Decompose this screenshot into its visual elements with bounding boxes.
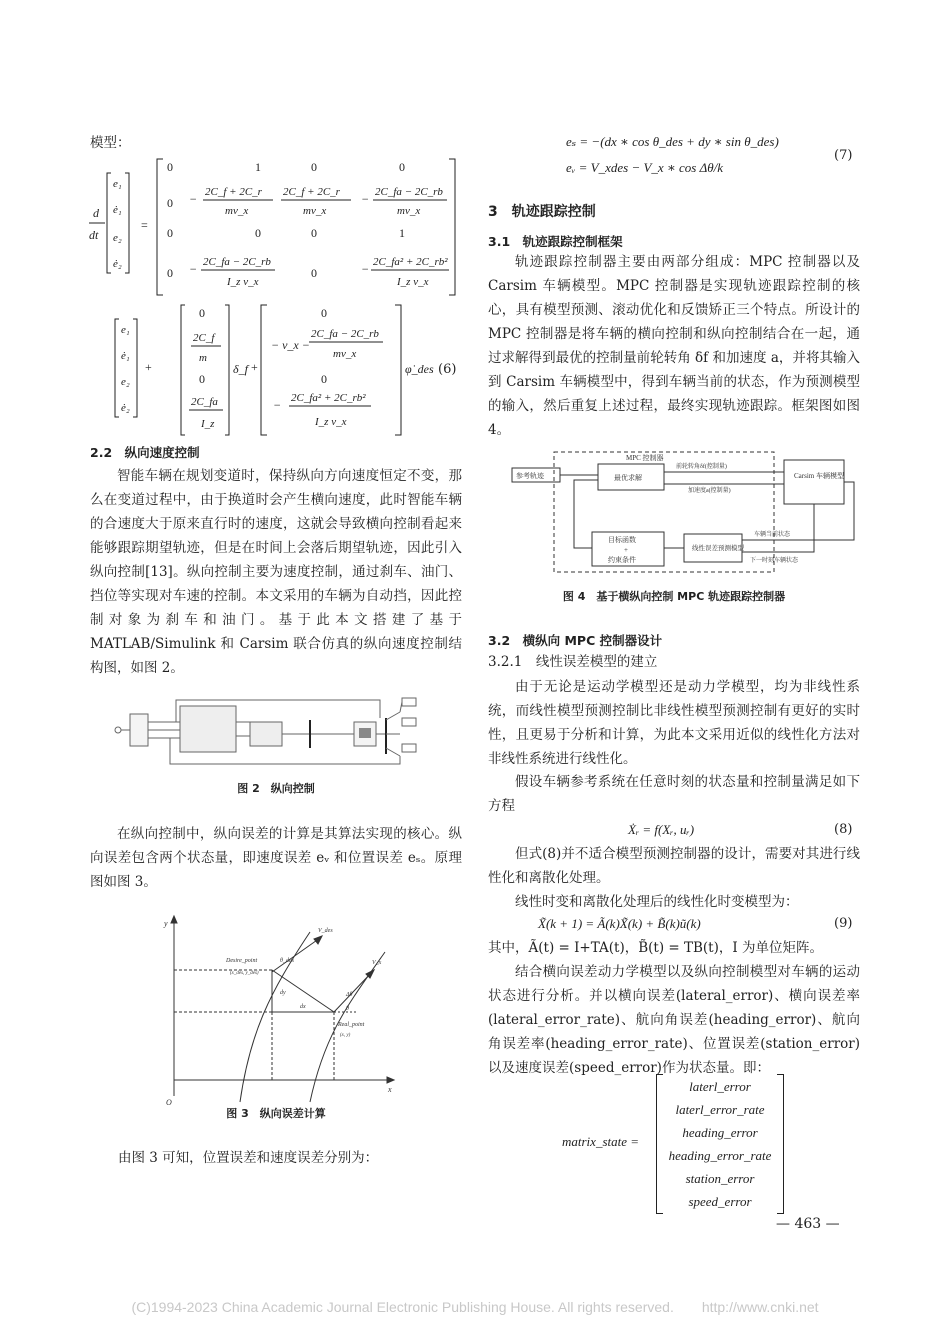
svg-text:0: 0: [311, 160, 317, 174]
eq9-number: (9): [834, 916, 853, 931]
fig3-dy-label: dy: [280, 990, 286, 996]
fig3-dx-label: dx: [300, 1004, 306, 1010]
svg-text:−: −: [361, 192, 370, 206]
matrix-item: speed_error: [688, 1194, 752, 1209]
svg-text:0: 0: [167, 266, 173, 280]
equation-6: [85, 155, 470, 440]
fig2-block-3: [250, 722, 282, 746]
section-2-2-paragraph: 智能车辆在规划变道时，保持纵向方向速度恒定不变，那么在变道过程中，由于换道时会产生横向速度，此时智能车辆的合速度大于原来直行时的速度，这就会导致横向控制看起来能够跟踪期望轨迹，但是在时间上会落后期望轨迹，因此引入纵向控制[13]。纵向控制主要为速度控制，通过刹车、油门、挡位等实现对车速的控制。本文采用的车辆为自动挡，因此控制对象为刹车和油门。基于此本文搭建了基于MATLAB/Simulink 和 Carsim 联合仿真的纵向速度控制结构图，如图 2。: [90, 468, 462, 676]
svg-text:1: 1: [399, 226, 405, 240]
fig4-carsim-label: Carsim 车辆模型: [794, 472, 844, 480]
figure-2-simulink-diagram: [110, 692, 430, 768]
fig4-current-state: 车辆当前状态: [754, 532, 791, 538]
eq8: Ẋᵣ = f(Xᵣ, uᵣ): [628, 822, 695, 837]
svg-text:0: 0: [255, 226, 261, 240]
svg-text:e₂: e₂: [121, 376, 130, 388]
svg-text:dt: dt: [89, 228, 99, 242]
fig4-linear-model: 线性误差预测模型: [692, 545, 744, 552]
fig4-accel-label: 加速度a(控制量): [688, 488, 731, 494]
matrix-lhs: matrix_state =: [562, 1134, 640, 1149]
section-3-2-1-title: 3.2.1 线性误差模型的建立: [488, 654, 658, 670]
svg-text:m: m: [199, 352, 207, 364]
fig2-scope-2: [402, 718, 416, 726]
eq7-number: (7): [834, 148, 853, 163]
figure-2-caption: 图 2 纵向控制: [237, 782, 315, 795]
fig4-next-state: 下一时刻车辆状态: [750, 558, 799, 564]
svg-text:+: +: [251, 360, 258, 374]
fig3-origin-label: O: [166, 1098, 172, 1107]
paragraph-after-figure-2: 在纵向控制中，纵向误差的计算是其算法实现的核心。纵向误差包含两个状态量，即速度误差 eᵥ 和位置误差 eₛ。原理图如图 3。: [90, 826, 462, 890]
svg-text:mv_x: mv_x: [303, 205, 327, 217]
fig3-x-label: x: [388, 1085, 392, 1094]
matrix-item: laterl_error: [689, 1079, 751, 1094]
svg-text:ė₁: ė₁: [121, 350, 130, 362]
section-2-2-title: 2.2 纵向速度控制: [90, 445, 200, 460]
svg-text:e₁: e₁: [113, 178, 122, 190]
svg-text:I_z v_x: I_z v_x: [397, 276, 429, 288]
fig4-plus: +: [624, 546, 628, 554]
svg-text:2C_fa − 2C_rb: 2C_fa − 2C_rb: [375, 186, 443, 198]
svg-text:2C_f + 2C_r: 2C_f + 2C_r: [205, 186, 262, 198]
matrix-bracket: [656, 1074, 784, 1214]
section-3-1-title: 3.1 轨迹跟踪控制框架: [488, 234, 623, 249]
matrix-items: [657, 1074, 783, 1213]
fig3-desire-xy: (x_des, y_des): [230, 971, 259, 976]
svg-text:0: 0: [311, 226, 317, 240]
svg-text:δ_f: δ_f: [233, 362, 248, 376]
paragraph-ltv-model: 线性时变和离散化处理后的线性化时变模型为：: [515, 894, 799, 910]
svg-text:−: −: [189, 192, 198, 206]
svg-text:0: 0: [199, 372, 205, 386]
section-3-title: 3 轨迹跟踪控制: [488, 204, 596, 220]
fig4-mpc-label: MPC 控制器: [626, 454, 664, 462]
svg-text:e₂: e₂: [113, 232, 122, 244]
svg-text:I_z: I_z: [201, 418, 215, 430]
fig2-block-1: [130, 714, 148, 746]
fig3-vdes-label: V_des: [318, 928, 333, 934]
svg-text:−: −: [189, 262, 198, 276]
copyright-footer: (C)1994-2023 China Academic Journal Electronic Publishing House. All rights reserved. http://www.cnki.net: [131, 1299, 819, 1315]
matrix-item: station_error: [685, 1171, 755, 1186]
fig4-optimal-solver: 最优求解: [614, 474, 642, 482]
fig2-scope-3: [402, 744, 416, 752]
model-label: 模型：: [90, 135, 131, 151]
fig4-steer-label: 前轮转角δf(控制量): [676, 464, 727, 470]
fig3-y-label: y: [164, 919, 168, 928]
vx-vector: [334, 972, 372, 1012]
section-3-2-title: 3.2 横纵向 MPC 控制器设计: [488, 633, 663, 648]
matrix-item: heading_error: [682, 1125, 758, 1140]
fig4-reference-trajectory: 参考轨迹: [516, 472, 544, 480]
svg-text:2C_f + 2C_r: 2C_f + 2C_r: [283, 186, 340, 198]
fig3-theta-des-label: θ_des: [280, 958, 294, 964]
figure-3-caption: 图 3 纵向误差计算: [226, 1107, 326, 1120]
svg-text:0: 0: [199, 306, 205, 320]
svg-text:−: −: [273, 398, 282, 412]
svg-text:− v_x −: − v_x −: [271, 338, 310, 352]
svg-text:=: =: [141, 218, 148, 232]
svg-text:0: 0: [167, 226, 173, 240]
svg-text:mv_x: mv_x: [333, 348, 357, 360]
svg-text:0: 0: [167, 196, 173, 210]
fig3-theta-label: θ: [346, 1006, 349, 1012]
figure-3-error-diagram: [160, 912, 400, 1112]
svg-text:2C_f: 2C_f: [193, 332, 215, 344]
svg-text:2C_fa² + 2C_rb²: 2C_fa² + 2C_rb²: [373, 256, 448, 268]
svg-text:2C_fa − 2C_rb: 2C_fa − 2C_rb: [311, 328, 379, 340]
eq6-number: (6): [438, 362, 457, 377]
figure-4-mpc-framework: [508, 448, 858, 578]
paragraph-reference-system: 假设车辆参考系统在任意时刻的状态量和控制量满足如下方程: [488, 774, 860, 814]
fig3-real-xy: (x, y): [340, 1033, 351, 1038]
carsim-model-box: [784, 460, 844, 504]
vdes-vector: [272, 938, 320, 972]
paragraph-linearization: 由于无论是运动学模型还是动力学模型，均为非线性系统，而线性模型预测控制比非线性模型预测控制有更好的实时性，且更易于分析和计算，为此本文采用近似的线性化方法对非线性系统进行线性化。: [488, 679, 860, 767]
page-number: — 463 —: [776, 1216, 840, 1232]
fig3-dtheta-label: Δθ: [346, 992, 353, 998]
svg-text:e₁: e₁: [121, 324, 130, 336]
fig3-real-label: Real_point: [338, 1022, 365, 1028]
svg-text:2C_fa: 2C_fa: [191, 396, 218, 408]
svg-text:0: 0: [399, 160, 405, 174]
svg-text:mv_x: mv_x: [225, 205, 249, 217]
svg-text:0: 0: [167, 160, 173, 174]
svg-text:0: 0: [321, 306, 327, 320]
eq8-number: (8): [834, 822, 853, 837]
fig2-input-port: [115, 727, 121, 733]
svg-text:mv_x: mv_x: [397, 205, 421, 217]
svg-text:0: 0: [321, 372, 327, 386]
svg-text:0: 0: [311, 266, 317, 280]
paragraph-where: 其中，Ã(t) = I+TA(t)，B̃(t) = TB(t)，I 为单位矩阵。: [488, 940, 824, 956]
svg-text:I_z v_x: I_z v_x: [315, 416, 347, 428]
figure-4-caption: 图 4 基于横纵向控制 MPC 轨迹跟踪控制器: [562, 590, 786, 603]
svg-text:d: d: [93, 206, 99, 220]
matrix-item: laterl_error_rate: [675, 1102, 765, 1117]
eq7-line-1: eₛ = −(dx ∗ cos θ_des + dy ∗ sin θ_des): [566, 134, 779, 149]
svg-text:1: 1: [255, 160, 261, 174]
paragraph-after-figure-3: 由图 3 可知，位置误差和速度误差分别为：: [118, 1150, 379, 1166]
svg-text:+: +: [145, 360, 152, 374]
svg-text:2C_fa − 2C_rb: 2C_fa − 2C_rb: [203, 256, 271, 268]
svg-text:I_z v_x: I_z v_x: [227, 276, 259, 288]
fig4-objective: 目标函数: [608, 536, 636, 544]
fig3-desire-label: Desire_point: [226, 958, 258, 964]
fig4-constraint: 约束条件: [608, 556, 636, 564]
section-3-1-paragraph: 轨迹跟踪控制器主要由两部分组成：MPC 控制器以及 Carsim 车辆模型。MPC 控制器是实现轨迹跟踪控制的核心，具有模型预测、滚动优化和反馈矫正三个特点。所设计的 MPC 控制器是将车辆的横向控制和纵向控制结合在一起，通过求解得到最优的控制量前轮转角 δf 和加速度 a，并将其输入到 Carsim 车辆模型中，得到车辆当前的状态，作为预测模型的输入，然后重复上述过程，最终实现轨迹跟踪。框架图如图 4。: [488, 254, 860, 438]
svg-text:2C_fa² + 2C_rb²: 2C_fa² + 2C_rb²: [291, 392, 366, 404]
svg-text:ė₂: ė₂: [121, 402, 130, 414]
fig2-scope-1: [402, 698, 416, 706]
svg-text:−: −: [361, 262, 370, 276]
eq7-line-2: eᵥ = V_xdes − V_x ∗ cos Δθ/k: [566, 160, 724, 175]
svg-text:φ̇_des: φ̇_des: [405, 362, 434, 376]
fig3-vx-label: V_x: [372, 960, 382, 966]
paragraph-state-variables: 结合横向误差动力学模型以及纵向控制模型对车辆的运动状态进行分析。并以横向误差(lateral_error)、横向误差率(lateral_error_rate)、航向角误差(heading_error)、航向角误差率(heading_error_rate)、位置误差(station_error)以及速度误差(speed_error)作为状态量。即：: [488, 964, 860, 1076]
fig2-mpc-block: [180, 706, 236, 752]
svg-text:ė₁: ė₁: [113, 204, 122, 216]
svg-text:ė₂: ė₂: [113, 258, 122, 270]
eq9: X̃(k + 1) = Ã(k)X̃(k) + B̃(k)ũ(k): [538, 916, 701, 931]
paragraph-discretization: 但式(8)并不适合模型预测控制器的设计，需要对其进行线性化和离散化处理。: [488, 846, 860, 886]
matrix-item: heading_error_rate: [668, 1148, 772, 1163]
